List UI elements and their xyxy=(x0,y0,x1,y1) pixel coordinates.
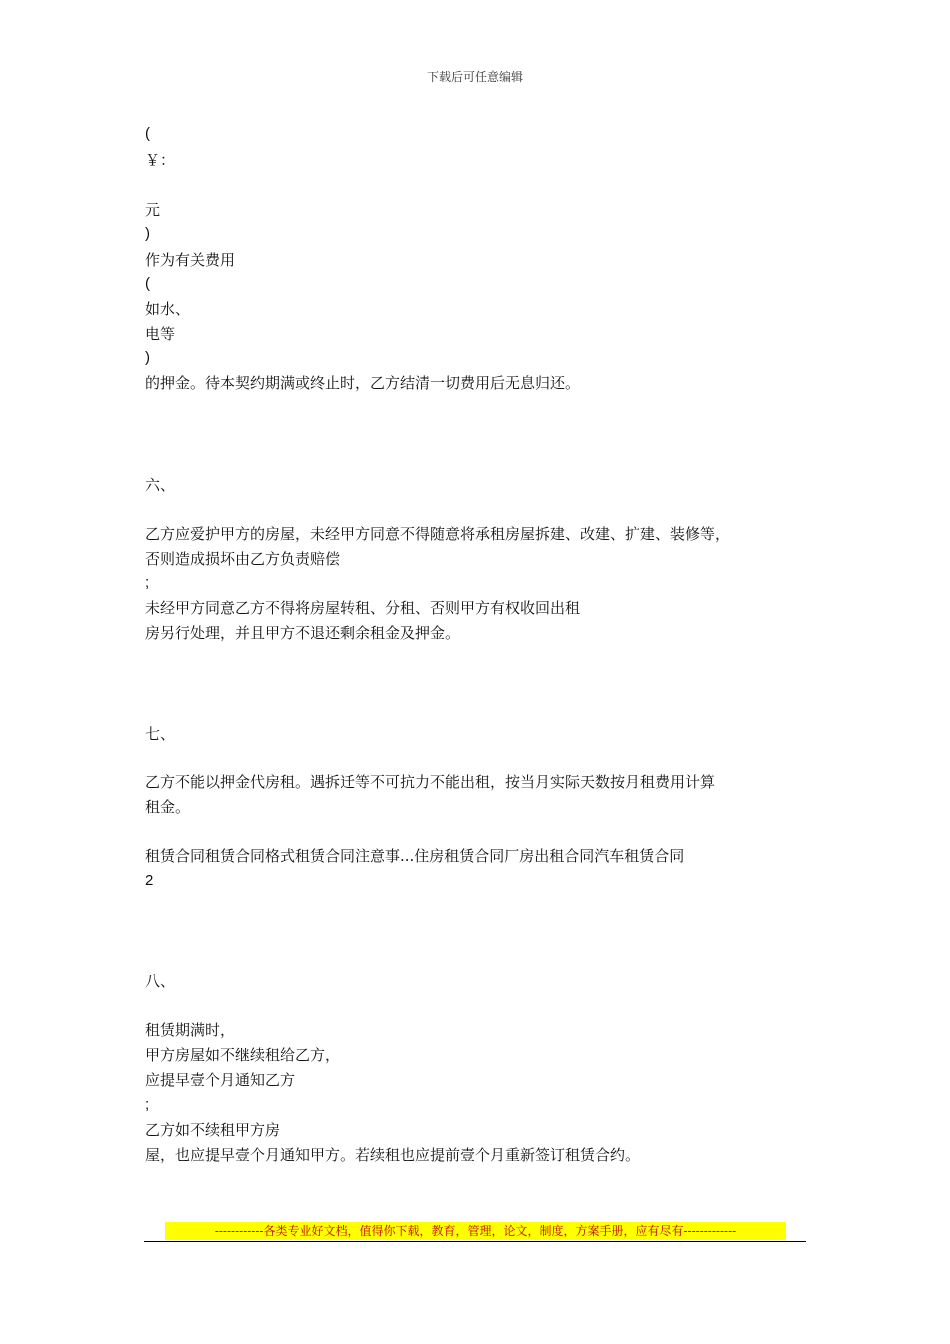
text-line: 作为有关费用 xyxy=(145,251,236,269)
text-line: 应提早壹个月通知乙方 xyxy=(145,1071,296,1089)
footer-banner: ------------各类专业好文档，值得你下载，教育，管理，论文，制度，方案手册，应有尽有------------- xyxy=(165,1222,786,1240)
text-line: 房另行处理，并且甲方不退还剩余租金及押金。 xyxy=(145,624,461,642)
text-line: ( xyxy=(145,275,150,292)
page-number: 2 xyxy=(145,872,154,889)
text-line: 电等 xyxy=(145,325,176,343)
section-heading: 八、 xyxy=(145,972,176,990)
text-line: 乙方应爱护甲方的房屋，未经甲方同意不得随意将承租房屋拆建、改建、扩建、装修等， xyxy=(145,525,731,543)
text-line: 屋，也应提早壹个月通知甲方。若续租也应提前壹个月重新签订租赁合约。 xyxy=(145,1146,641,1164)
footer-divider xyxy=(144,1241,806,1242)
text-line: ) xyxy=(145,349,150,366)
text-line: ) xyxy=(145,225,150,242)
related-links-line: 租赁合同租赁合同格式租赁合同注意事...住房租赁合同厂房出租合同汽车租赁合同 xyxy=(145,847,685,865)
section-heading: 六、 xyxy=(145,476,176,494)
text-line: ; xyxy=(145,1096,150,1113)
page-header: 下载后可任意编辑 xyxy=(426,70,523,84)
text-line: ; xyxy=(145,574,150,591)
text-line: 如水、 xyxy=(145,300,191,318)
text-line: 乙方如不续租甲方房 xyxy=(145,1121,281,1139)
text-line: 元 xyxy=(145,201,161,219)
text-line: ( xyxy=(145,125,150,142)
section-heading: 七、 xyxy=(145,725,176,743)
text-line: 租赁期满时， xyxy=(145,1021,236,1039)
text-line: 乙方不能以押金代房租。遇拆迁等不可抗力不能出租，按当月实际天数按月租费用计算 xyxy=(145,773,716,791)
text-line: 甲方房屋如不继续租给乙方， xyxy=(145,1046,341,1064)
text-line: 租金。 xyxy=(145,798,191,816)
text-line: 否则造成损坏由乙方负责赔偿 xyxy=(145,550,341,568)
text-line: ￥： xyxy=(145,151,176,169)
text-line: 的押金。待本契约期满或终止时，乙方结清一切费用后无息归还。 xyxy=(145,374,581,392)
text-line: 未经甲方同意乙方不得将房屋转租、分租、否则甲方有权收回出租 xyxy=(145,599,581,617)
